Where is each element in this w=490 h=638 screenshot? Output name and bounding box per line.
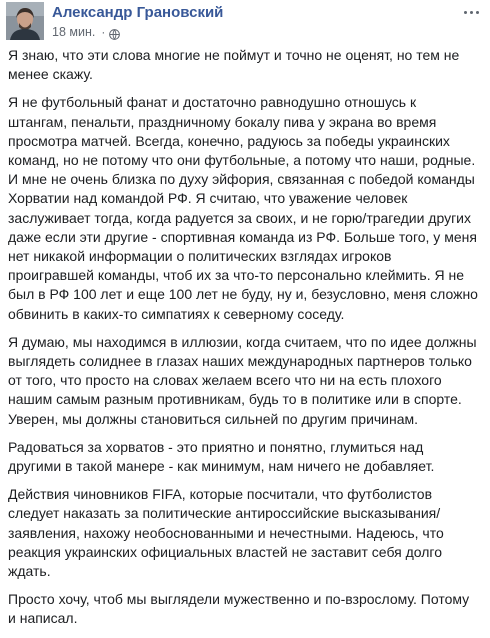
post-timestamp[interactable]: 18 мин.	[52, 25, 96, 39]
avatar-photo	[6, 2, 44, 40]
dot	[476, 11, 479, 14]
dot	[464, 11, 467, 14]
author-name[interactable]: Александр Грановский	[52, 4, 224, 21]
post-paragraph: Я знаю, что эти слова многие не поймут и точно не оценят, но тем не менее скажу.	[8, 47, 460, 83]
post-paragraph: Радоваться за хорватов - это приятно и понятно, глумиться над другими в такой манере - как минимум, нам ничего не добавляет.	[8, 438, 435, 475]
post-text	[8, 46, 478, 638]
avatar[interactable]	[6, 2, 44, 40]
globe-icon[interactable]	[109, 27, 120, 38]
post-paragraph: Просто хочу, чтоб мы выглядели мужественно и по-взрослому. Потому и написал.	[8, 591, 470, 627]
post-header	[0, 0, 490, 44]
post-paragraph: Действия чиновников FIFA, которые посчитали, что футболистов следует наказать за политические антироссийские высказывания/заявления, нахожу необоснованными и нечестными. Надеюсь, что реакция украинских официальных властей не заставит себя долго ждать.	[8, 486, 444, 580]
post-meta	[52, 24, 120, 40]
dot	[470, 11, 473, 14]
post-paragraph: Я не футбольный фанат и достаточно равнодушно отношусь к штангам, пенальти, праздничному бокалу пива у экрана во время просмотра матчей. Всегда, конечно, радуюсь за победы украинских команд, но не потому что они футбольные, а потому что наши, родные. И мне не очень близка по духу эйфория, связанная с победой команды Хорватии над командой РФ. Я считаю, что уважение человек заслуживает тогда, когда радуется за своих, и не горю/трагедии других даже если эти другие - спортивная команда из РФ. Больше того, у меня нет никакой информации о политических взглядах игроков проигравшей команды, чтоб их за что-то персонально клеймить. Я не был в РФ 100 лет и еще 100 лет не буду, ну и, безусловно, меня сложно обвинить в каких-то симпатиях к северному соседу.	[8, 94, 478, 322]
more-options-icon[interactable]	[460, 4, 482, 20]
post-paragraph: Я думаю, мы находимся в иллюзии, когда считаем, что по идее должны выглядеть солиднее в глазах наших международных партнеров только от того, что просто на словах желаем всего что ни на есть плохого нашим самым разным противникам, будь то в политике или в спорте. Уверен, мы должны становиться сильней по другим причинам.	[8, 333, 477, 427]
meta-separator: ·	[101, 25, 106, 39]
